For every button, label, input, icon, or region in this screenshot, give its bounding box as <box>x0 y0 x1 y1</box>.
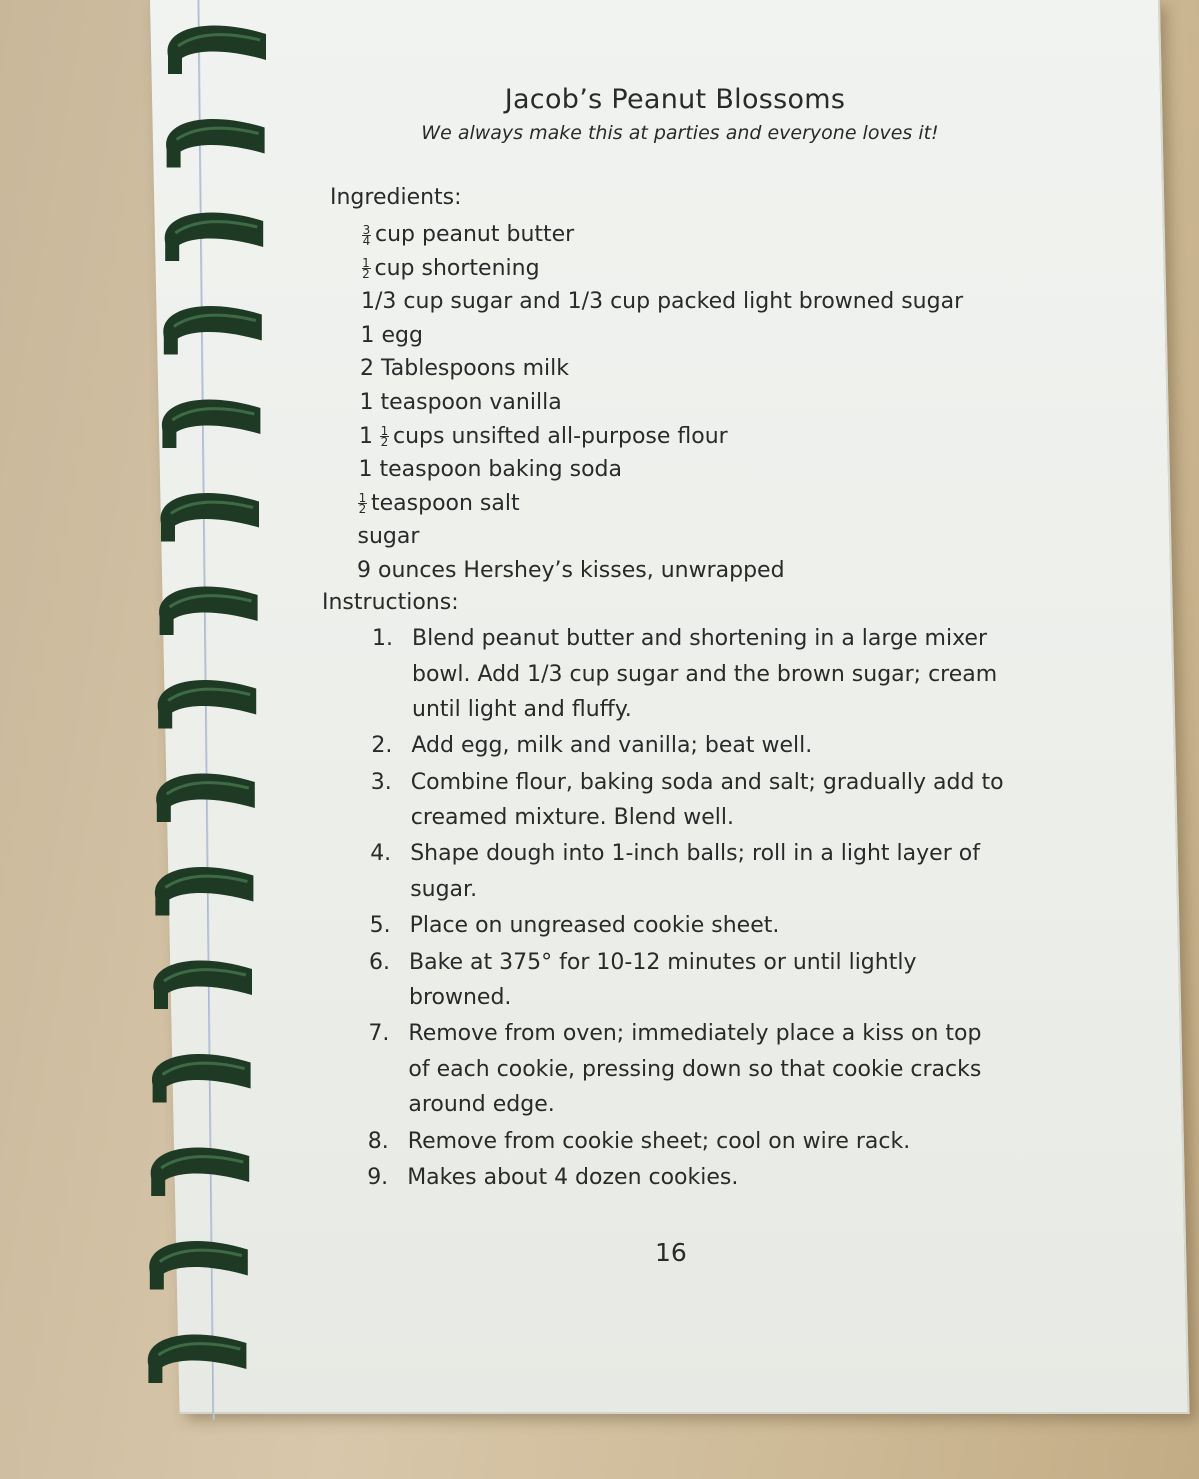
ingredient-whole-number: 1 <box>359 423 380 449</box>
ingredient-text: 1 egg <box>360 322 423 348</box>
ingredient-item <box>357 558 785 583</box>
ingredient-text: 1 teaspoon baking soda <box>358 457 622 483</box>
step-text-line: sugar. <box>410 876 478 902</box>
step-text-line: Combine flour, baking soda and salt; gradually add to <box>410 769 1004 795</box>
ingredients-heading: Ingredients: <box>330 185 462 210</box>
recipe-title: Jacob’s Peanut Blossoms <box>504 84 846 115</box>
ingredient-item <box>359 457 622 482</box>
fraction-numerator: 1 <box>358 491 367 506</box>
ingredient-text: cup peanut butter <box>375 222 575 247</box>
step-text-line: Remove from oven; immediately place a kiss on top <box>408 1021 982 1047</box>
ingredient-fraction <box>362 256 371 282</box>
fraction-numerator: 1 <box>362 256 370 271</box>
ingredient-text: cups unsifted all-purpose flour <box>393 423 728 449</box>
step-number: 3. <box>370 769 392 795</box>
ingredient-text: teaspoon salt <box>371 490 520 516</box>
step-text-line: Makes about 4 dozen cookies. <box>407 1164 739 1190</box>
step-number: 9. <box>367 1164 389 1190</box>
step-text-line: browned. <box>409 985 512 1010</box>
fraction-denominator: 2 <box>380 435 389 450</box>
ingredient-item <box>358 491 520 516</box>
ingredient-fraction <box>358 491 367 517</box>
ingredient-item <box>360 390 562 415</box>
fraction-denominator: 4 <box>362 233 371 248</box>
fraction-numerator: 1 <box>380 424 389 439</box>
ingredient-text: 2 Tablespoons milk <box>360 356 570 382</box>
step-number: 1. <box>372 626 393 651</box>
recipe-subtitle: We always make this at parties and everyone loves it! <box>421 122 939 144</box>
step-number: 6. <box>369 949 390 975</box>
instructions-heading: Instructions: <box>322 590 459 615</box>
ingredient-text: 1/3 cup sugar and 1/3 cup packed light browned sugar <box>361 289 964 315</box>
step-number: 4. <box>370 841 392 867</box>
step-text-line: bowl. Add 1/3 cup sugar and the brown sugar; cream <box>412 661 998 687</box>
ingredient-text: cup shortening <box>374 255 540 281</box>
ingredient-item <box>362 256 540 281</box>
step-text-line: Blend peanut butter and shortening in a large mixer <box>412 626 988 651</box>
step-text-line: of each cookie, pressing down so that cookie cracks <box>408 1056 982 1082</box>
step-text-line: Remove from cookie sheet; cool on wire rack. <box>407 1128 911 1154</box>
fraction-numerator: 3 <box>362 222 371 237</box>
ingredient-item <box>361 289 963 314</box>
step-text-line: until light and fluffy. <box>412 697 632 722</box>
ingredient-text: 1 teaspoon vanilla <box>359 390 562 415</box>
fraction-denominator: 2 <box>358 502 367 517</box>
step-text-line: Add egg, milk and vanilla; beat well. <box>411 733 813 759</box>
ingredient-fraction <box>362 222 371 248</box>
ingredient-item <box>361 323 423 348</box>
ingredient-text: 9 ounces Hershey’s kisses, unwrapped <box>357 558 785 583</box>
step-text-line: around edge. <box>408 1092 555 1118</box>
step-text-line: Bake at 375° for 10-12 minutes or until lightly <box>409 949 917 975</box>
step-number: 7. <box>368 1021 390 1047</box>
ingredient-item <box>360 356 569 381</box>
step-text-line: Shape dough into 1-inch balls; roll in a light layer of <box>410 841 980 867</box>
step-number: 5. <box>369 913 391 939</box>
ingredient-item <box>362 222 574 247</box>
step-number: 8. <box>367 1128 389 1154</box>
ingredient-text: sugar <box>357 524 420 550</box>
step-text-line: creamed mixture. Blend well. <box>410 805 734 831</box>
ingredient-item <box>359 424 728 449</box>
step-number: 2. <box>371 733 393 759</box>
fraction-denominator: 2 <box>362 267 370 282</box>
step-text-line: Place on ungreased cookie sheet. <box>409 913 780 939</box>
ingredient-fraction <box>380 424 389 450</box>
page-number: 16 <box>655 1238 687 1267</box>
ingredient-item <box>358 524 420 549</box>
